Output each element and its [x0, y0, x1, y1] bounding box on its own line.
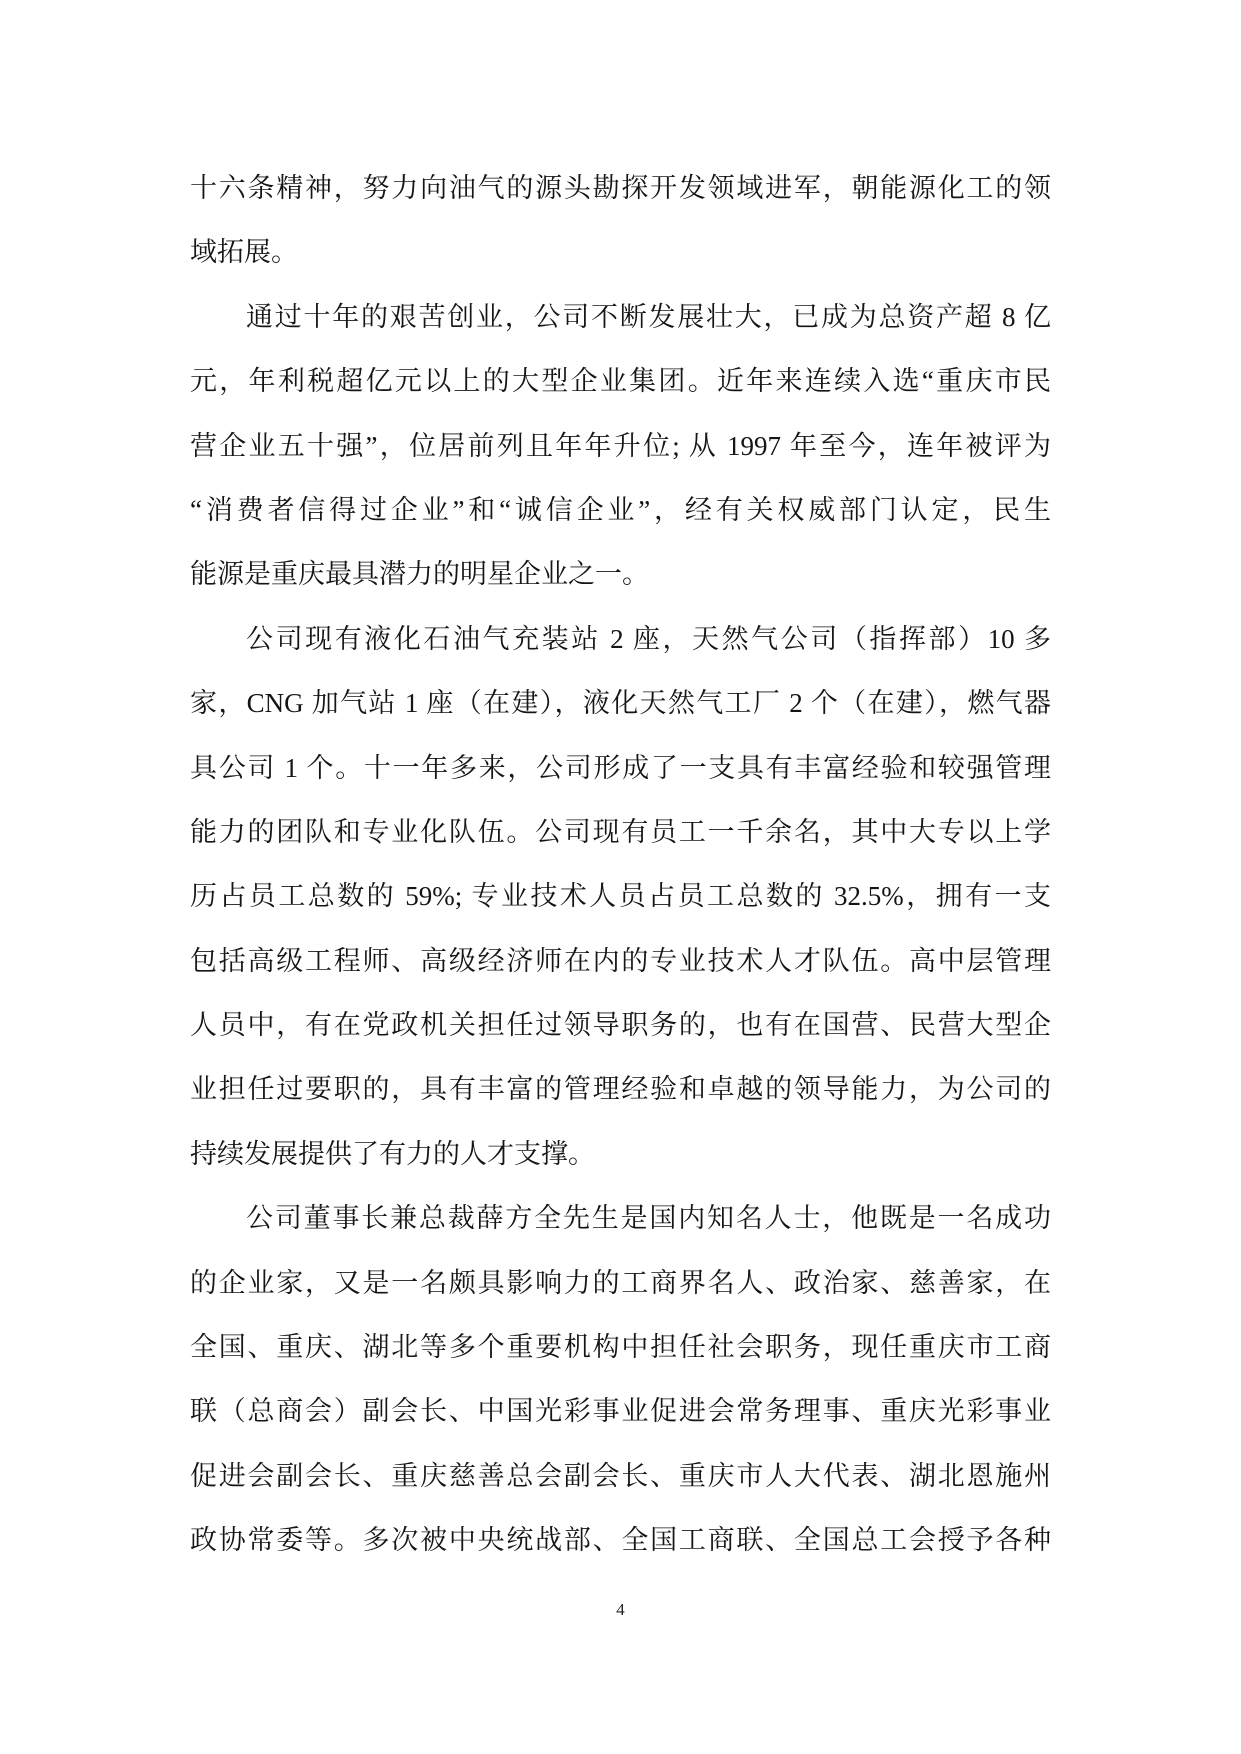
text-line: 家，CNG 加气站 1 座（在建），液化天然气工厂 2 个（在建），燃气器: [190, 688, 1051, 719]
text-line: 能力的团队和专业化队伍。公司现有员工一千余名，其中大专以上学: [190, 816, 1051, 847]
text-line: 的企业家，又是一名颇具影响力的工商界名人、政治家、慈善家，在: [190, 1267, 1051, 1298]
text-line: 域拓展。: [190, 237, 298, 268]
text-line: 促进会副会长、重庆慈善总会副会长、重庆市人大代表、湖北恩施州: [190, 1460, 1051, 1491]
text-line: 包括高级工程师、高级经济师在内的专业技术人才队伍。高中层管理: [190, 945, 1051, 976]
text-line: 能源是重庆最具潜力的明星企业之一。: [190, 559, 649, 590]
text-line: 元，年利税超亿元以上的大型企业集团。近年来连续入选“重庆市民: [190, 366, 1051, 397]
paragraph-company-growth: [190, 285, 1051, 607]
text-line: 十六条精神，努力向油气的源头勘探开发领域进军，朝能源化工的领: [190, 173, 1051, 203]
text-line: 公司董事长兼总裁薛方全先生是国内知名人士，他既是一名成功: [246, 1203, 1051, 1234]
text-line: 全国、重庆、湖北等多个重要机构中担任社会职务，现任重庆市工商: [190, 1332, 1051, 1363]
text-line: 营企业五十强”，位居前列且年年升位; 从 1997 年至今，连年被评为: [190, 430, 1051, 461]
text-line: 通过十年的艰苦创业，公司不断发展壮大，已成为总资产超 8 亿: [246, 301, 1051, 332]
text-line: “消费者信得过企业”和“诚信企业”，经有关权威部门认定，民生: [190, 494, 1051, 525]
paragraph-facilities-staff: [190, 607, 1051, 1187]
text-line: 政协常委等。多次被中央统战部、全国工商联、全国总工会授予各种: [190, 1525, 1051, 1556]
text-line: 人员中，有在党政机关担任过领导职务的，也有在国营、民营大型企: [190, 1010, 1051, 1041]
text-line: 联（总商会）副会长、中国光彩事业促进会常务理事、重庆光彩事业: [190, 1396, 1051, 1427]
page-number: 4: [616, 1600, 625, 1619]
text-line: 业担任过要职的，具有丰富的管理经验和卓越的领导能力，为公司的: [190, 1074, 1051, 1105]
text-line: 持续发展提供了有力的人才支撑。: [190, 1138, 595, 1169]
text-line: 具公司 1 个。十一年多来，公司形成了一支具有丰富经验和较强管理: [190, 752, 1051, 783]
text-line: 公司现有液化石油气充装站 2 座，天然气公司（指挥部）10 多: [246, 623, 1051, 654]
text-line: 历占员工总数的 59%; 专业技术人员占员工总数的 32.5%，拥有一支: [190, 881, 1051, 912]
body-text: [190, 156, 1051, 1573]
paragraph-continued: [190, 156, 1051, 285]
paragraph-chairman: [190, 1186, 1051, 1572]
